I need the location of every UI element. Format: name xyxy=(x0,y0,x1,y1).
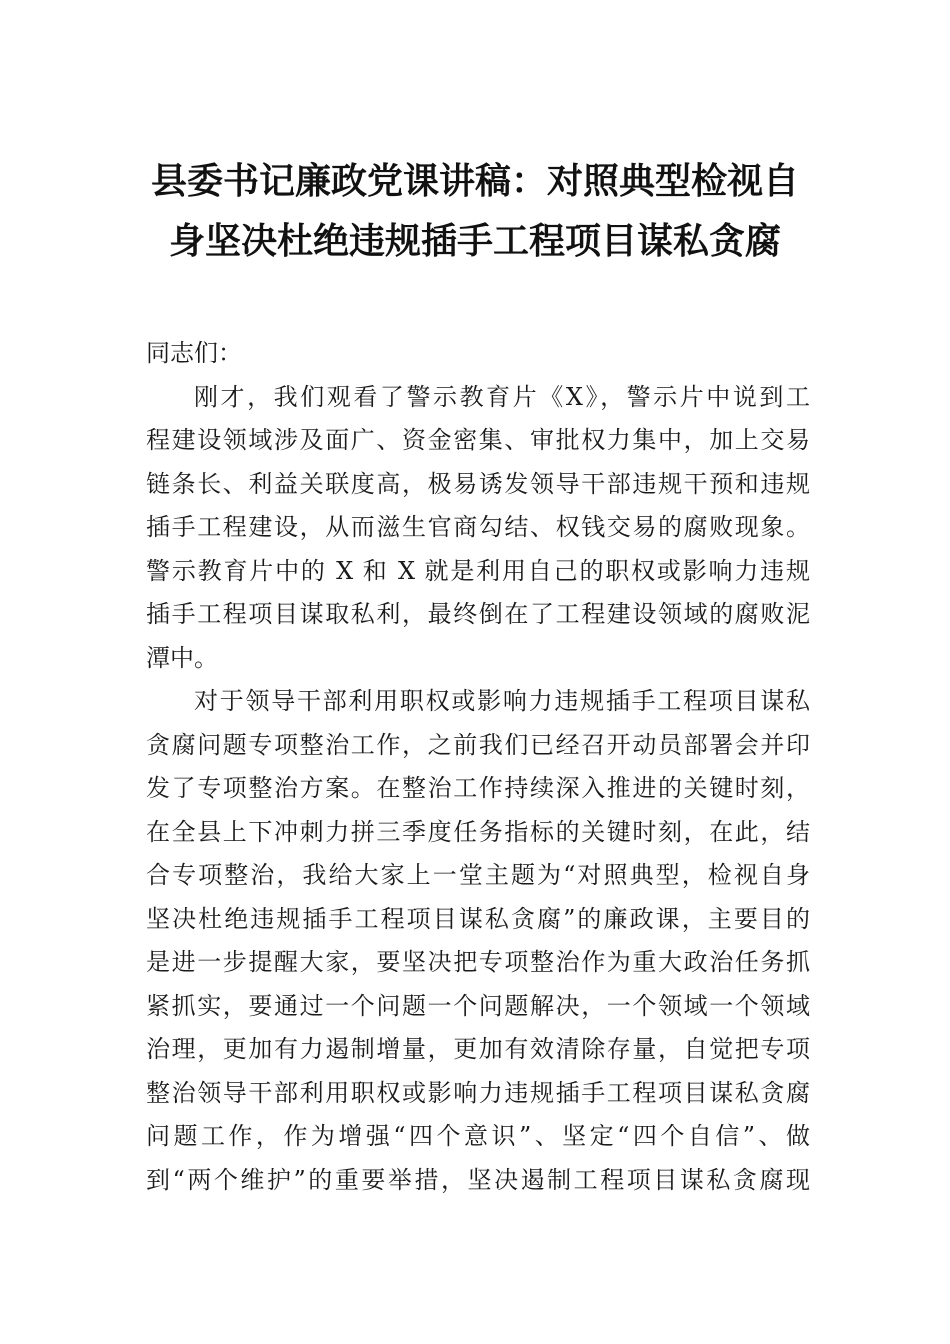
paragraph-line: 整治领导干部利用职权或影响力违规插手工程项目谋私贪腐 xyxy=(146,1078,810,1107)
paragraph-line: 潭中。 xyxy=(146,643,218,672)
paragraph-line: 链条长、利益关联度高，极易诱发领导干部违规干预和违规 xyxy=(146,469,810,498)
paragraph-line: 合专项整治，我给大家上一堂主题为“对照典型，检视自身 xyxy=(146,861,810,889)
document-body xyxy=(146,332,810,1202)
paragraph-line: 刚才，我们观看了警示教育片《X》，警示片中说到工 xyxy=(194,382,810,411)
paragraph-line: 问题工作，作为增强“四个意识”、坚定“四个自信”、做 xyxy=(146,1122,810,1150)
paragraph-line: 是进一步提醒大家，要坚决把专项整治作为重大政治任务抓 xyxy=(146,948,810,976)
paragraph-line: 治理，更加有力遏制增量，更加有效清除存量，自觉把专项 xyxy=(146,1035,810,1063)
paragraph-2 xyxy=(146,680,810,1202)
paragraph-line: 发了专项整治方案。在整治工作持续深入推进的关键时刻， xyxy=(146,774,810,802)
salutation: 同志们： xyxy=(146,339,242,367)
paragraph-line: 贪腐问题专项整治工作，之前我们已经召开动员部署会并印 xyxy=(146,730,810,759)
paragraph-line: 对于领导干部利用职权或影响力违规插手工程项目谋私 xyxy=(194,687,810,715)
paragraph-1 xyxy=(146,376,810,681)
paragraph-line: 在全县上下冲刺力拼三季度任务指标的关键时刻，在此，结 xyxy=(146,817,810,846)
paragraph-line: 插手工程建设，从而滋生官商勾结、权钱交易的腐败现象。 xyxy=(146,513,810,541)
title-line-2: 身坚决杜绝违规插手工程项目谋私贪腐 xyxy=(168,221,781,262)
paragraph-line: 到“两个维护”的重要举措，坚决遏制工程项目谋私贪腐现 xyxy=(146,1165,810,1194)
paragraph-line: 坚决杜绝违规插手工程项目谋私贪腐”的廉政课，主要目的 xyxy=(146,904,810,933)
title-line-1: 县委书记廉政党课讲稿：对照典型检视自 xyxy=(150,161,799,202)
paragraph-line: 程建设领域涉及面广、资金密集、审批权力集中，加上交易 xyxy=(146,426,810,454)
paragraph-line: 紧抓实，要通过一个问题一个问题解决，一个领域一个领域 xyxy=(146,991,810,1020)
paragraph-line: 警示教育片中的 X 和 X 就是利用自己的职权或影响力违规 xyxy=(146,556,810,585)
paragraph-line: 插手工程项目谋取私利，最终倒在了工程建设领域的腐败泥 xyxy=(146,600,810,628)
document-title xyxy=(120,152,830,272)
